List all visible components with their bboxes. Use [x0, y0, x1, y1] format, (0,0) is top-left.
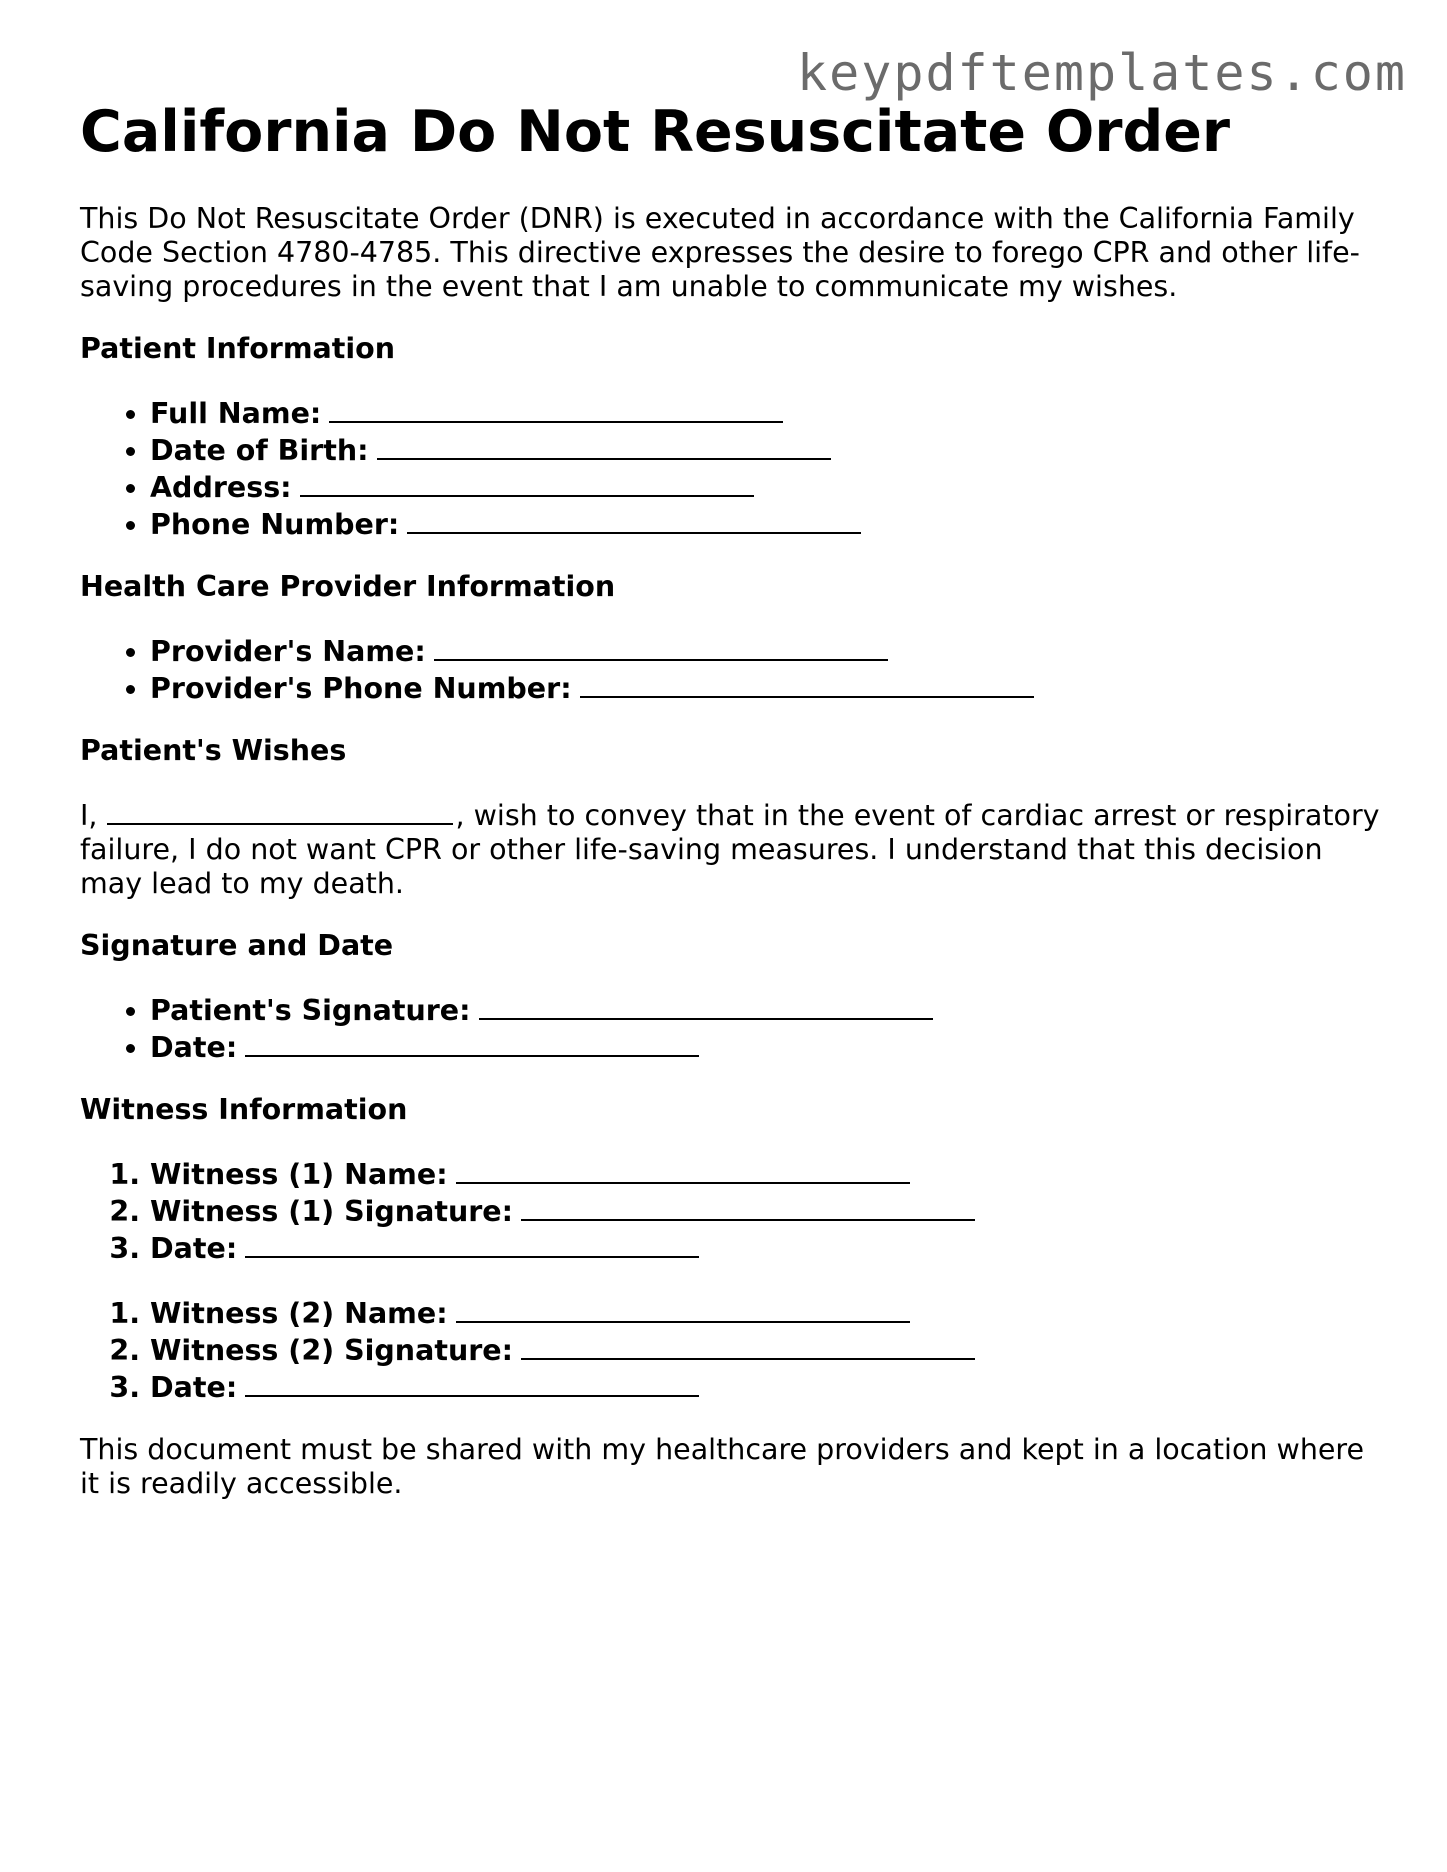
list-item: [150, 1028, 1380, 1065]
field-label: Provider's Phone Number:: [150, 672, 572, 706]
provider-info-heading: Health Care Provider Information: [80, 570, 616, 604]
list-item: [150, 991, 1380, 1028]
phone-number-field[interactable]: [407, 505, 861, 534]
witness-2-date-field[interactable]: [245, 1368, 699, 1397]
address-field[interactable]: [300, 468, 754, 497]
signature-list: [80, 991, 1380, 1065]
document-title: California Do Not Resuscitate Order: [80, 99, 1231, 165]
field-label: Witness (1) Name:: [150, 1158, 448, 1192]
list-item: [150, 505, 1380, 542]
witness-1-signature-field[interactable]: [521, 1192, 975, 1221]
field-label: Date:: [150, 1031, 238, 1065]
patient-name-blank[interactable]: [107, 796, 453, 825]
list-item: [150, 632, 1380, 669]
field-label: Witness (2) Signature:: [150, 1334, 514, 1368]
date-of-birth-field[interactable]: [377, 431, 831, 460]
field-label: Patient's Signature:: [150, 994, 471, 1028]
witness-1-list: [80, 1155, 1380, 1266]
list-item: [150, 1229, 1380, 1266]
witness-2-name-field[interactable]: [456, 1294, 910, 1323]
patient-wishes-paragraph: [80, 796, 1380, 901]
patient-info-list: [80, 394, 1380, 542]
witness-2-signature-field[interactable]: [521, 1331, 975, 1360]
list-item: [150, 1368, 1380, 1405]
list-item: [150, 468, 1380, 505]
wishes-text: , wish to convey that in the event of cardiac arrest or respiratory failure, I do not want CPR or other life-saving measures. I understand that this decision may lead to my death.: [80, 799, 1380, 901]
field-label: Witness (1) Signature:: [150, 1195, 514, 1229]
field-label: Provider's Name:: [150, 635, 426, 669]
list-item: [150, 1155, 1380, 1192]
field-label: Address:: [150, 471, 292, 505]
signature-date-field[interactable]: [245, 1028, 699, 1057]
field-label: Full Name:: [150, 397, 322, 431]
patient-wishes-heading: Patient's Wishes: [80, 734, 347, 768]
witness-2-list: [80, 1294, 1380, 1405]
list-item: [150, 431, 1380, 468]
wishes-prefix: I,: [80, 799, 98, 833]
field-label: Witness (2) Name:: [150, 1297, 448, 1331]
provider-info-list: [80, 632, 1380, 706]
watermark: keypdftemplates.com: [797, 44, 1407, 102]
list-item: [150, 1192, 1380, 1229]
full-name-field[interactable]: [329, 394, 783, 423]
signature-heading: Signature and Date: [80, 929, 394, 963]
patient-info-heading: Patient Information: [80, 332, 396, 366]
field-label: Date of Birth:: [150, 434, 369, 468]
witness-1-name-field[interactable]: [456, 1155, 910, 1184]
provider-phone-field[interactable]: [580, 669, 1034, 698]
document-page: [80, 98, 1380, 1501]
list-item: [150, 1331, 1380, 1368]
witness-info-heading: Witness Information: [80, 1093, 408, 1127]
intro-paragraph: This Do Not Resuscitate Order (DNR) is executed in accordance with the California Family Code Section 4780-4785. This directive expresses the desire to forego CPR and other life-saving procedures in the event that I am unable to communicate my wishes.: [80, 202, 1360, 304]
field-label: Date:: [150, 1232, 238, 1266]
list-item: [150, 394, 1380, 431]
field-label: Date:: [150, 1371, 238, 1405]
closing-paragraph: This document must be shared with my healthcare providers and kept in a location where it is readily accessible.: [80, 1433, 1365, 1501]
patient-signature-field[interactable]: [479, 991, 933, 1020]
list-item: [150, 669, 1380, 706]
witness-1-date-field[interactable]: [245, 1229, 699, 1258]
field-label: Phone Number:: [150, 508, 400, 542]
provider-name-field[interactable]: [434, 632, 888, 661]
list-item: [150, 1294, 1380, 1331]
